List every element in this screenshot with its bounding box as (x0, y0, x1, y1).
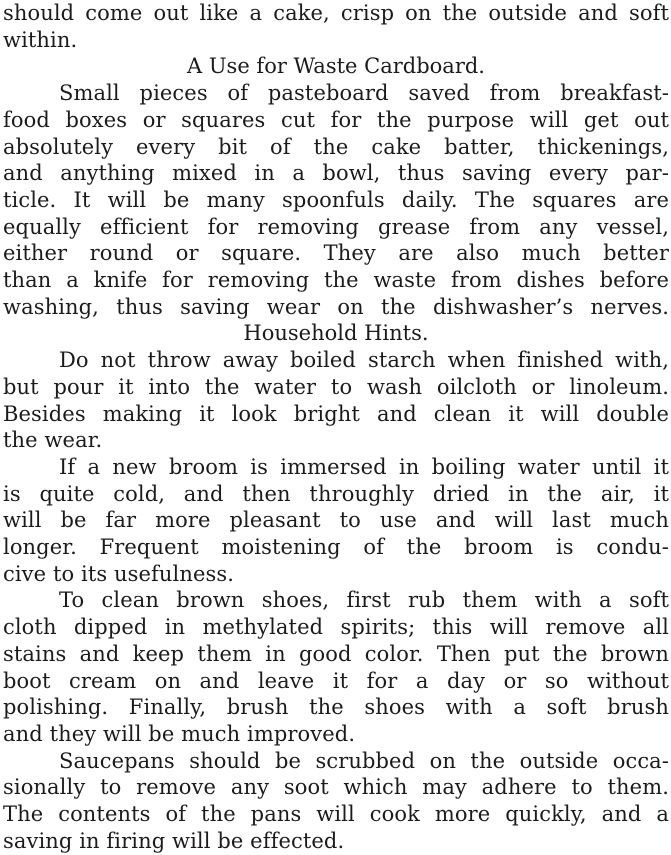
paragraph (3, 748, 669, 855)
newspaper-column (3, 0, 669, 853)
text-line: the wear. (3, 428, 103, 453)
paragraph (3, 587, 669, 747)
text-line: Saucepans should be scrubbed on the outside occa- (59, 748, 669, 773)
text-line: cloth dipped in methylated spirits; this will remove all (3, 615, 669, 640)
text-line: washing, thus saving wear on the dishwasher’s nerves. (3, 294, 669, 319)
text-line: boot cream on and leave it for a day or so without (3, 668, 669, 693)
text-line: Do not throw away boiled starch when finished with, (59, 348, 669, 373)
text-line: absolutely every bit of the cake batter, thickenings, (3, 134, 669, 159)
text-line: should come out like a cake, crisp on the outside and soft (3, 1, 669, 25)
text-line: If a new broom is immersed in boiling water until it (59, 454, 669, 479)
text-line: longer. Frequent moistening of the broom is condu- (3, 535, 669, 560)
text-line: than a knife for removing the waste from dishes before (3, 268, 669, 293)
text-line: polishing. Finally, brush the shoes with a soft brush (3, 695, 669, 720)
text-line: Besides making it look bright and clean it will double (3, 401, 669, 426)
paragraph (3, 454, 669, 588)
section-waste-cardboard (3, 53, 669, 320)
text-line: will be far more pleasant to use and will last much (3, 508, 669, 533)
text-line: and they will be much improved. (3, 721, 356, 746)
text-line: To clean brown shoes, first rub them with a soft (59, 588, 669, 613)
text-line: cive to its usefulness. (3, 561, 235, 586)
text-line: but pour it into the water to wash oilcloth or linoleum. (3, 374, 669, 399)
text-line: saving in firing will be effected. (3, 828, 345, 853)
intro-fragment (3, 0, 669, 53)
text-line: is quite cold, and then throughly dried in the air, it (3, 481, 669, 506)
text-line: stains and keep them in good color. Then put the brown (3, 641, 669, 666)
paragraph (3, 347, 669, 454)
paragraph (3, 80, 669, 320)
text-line: Small pieces of pasteboard saved from breakfast- (59, 81, 669, 106)
text-line: The contents of the pans will cook more quickly, and a (3, 802, 669, 827)
text-line: either round or square. They are also much better (3, 241, 669, 266)
section-household-hints (3, 320, 669, 854)
section-heading: Household Hints. (243, 321, 429, 346)
text-line: equally efficient for removing grease from any vessel, (3, 214, 669, 239)
section-heading: A Use for Waste Cardboard. (187, 54, 485, 79)
text-line: ticle. It will be many spoonfuls daily. The squares are (3, 187, 669, 212)
text-line: and anything mixed in a bowl, thus saving every par- (3, 161, 669, 186)
text-line: sionally to remove any soot which may adhere to them. (3, 775, 669, 800)
text-line: within. (3, 27, 78, 52)
text-line: food boxes or squares cut for the purpose will get out (3, 107, 669, 132)
